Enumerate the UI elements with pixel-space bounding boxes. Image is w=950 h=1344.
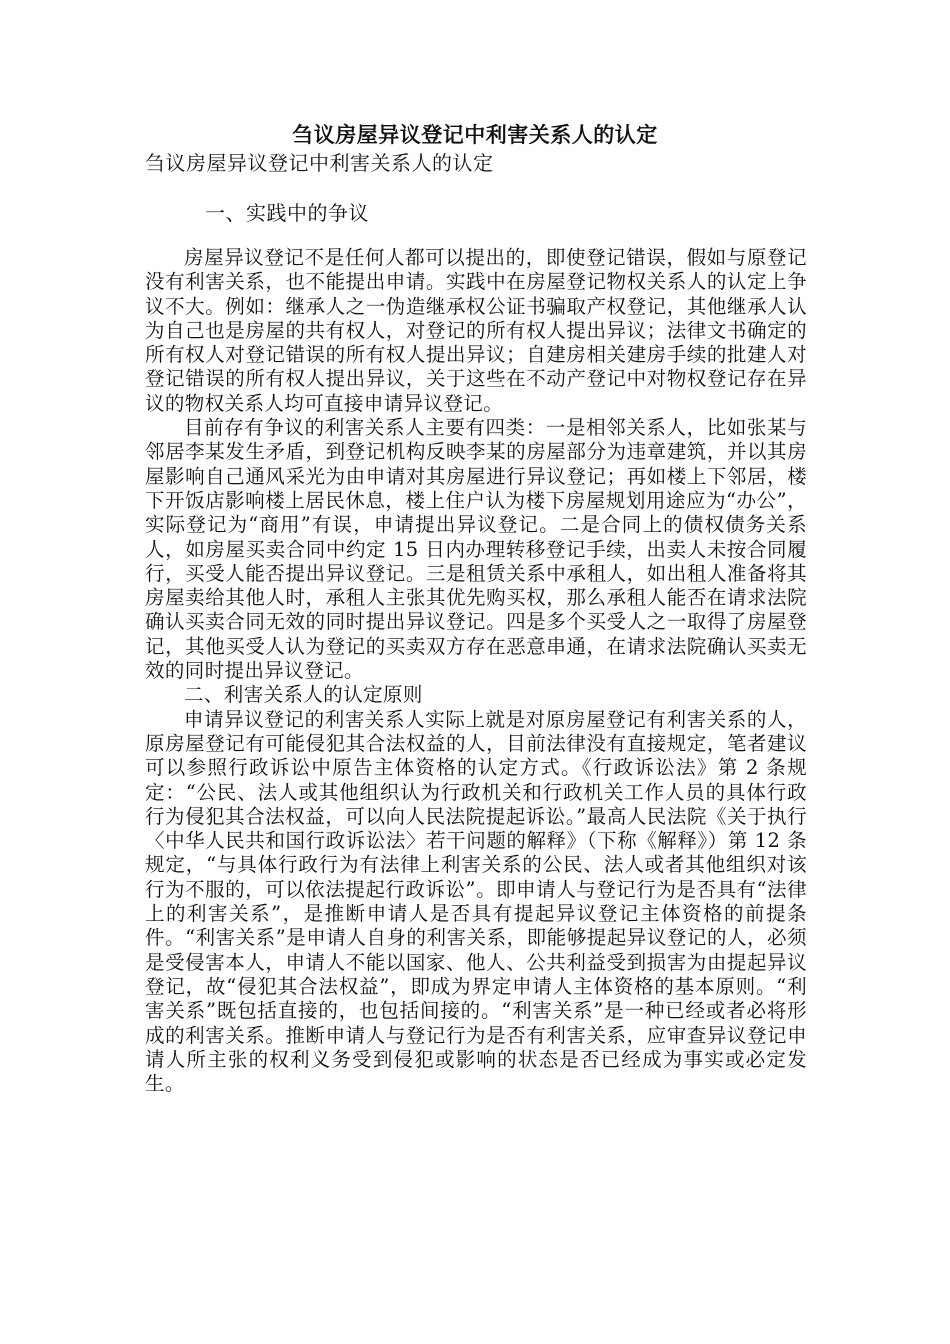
document-body <box>145 246 807 1096</box>
document-title: 刍议房屋异议登记中利害关系人的认定 <box>292 122 658 147</box>
paragraph: 房屋异议登记不是任何人都可以提出的，即使登记错误，假如与原登记没有利害关系，也不能提出申请。实践中在房屋登记物权关系人的认定上争议不大。例如：继承人之一伪造继承权公证书骗取产权登记，其他继承人认为自己也是房屋的共有权人，对登记的所有权人提出异议；法律文书确定的所有权人对登记错误的所有权人提出异议；自建房相关建房手续的批建人对登记错误的所有权人提出异议，关于这些在不动产登记中对物权登记存在异议的物权关系人均可直接申请异议登记。 <box>145 246 807 415</box>
paragraph: 申请异议登记的利害关系人实际上就是对原房屋登记有利害关系的人，原房屋登记有可能侵犯其合法权益的人，目前法律没有直接规定，笔者建议可以参照行政诉讼中原告主体资格的认定方式。《行政诉讼法》第 2 条规定：“公民、法人或其他组织认为行政机关和行政机关工作人员的具体行政行为侵犯其合法权益，可以向人民法院提起诉讼。”最高人民法院《关于执行〈中华人民共和国行政诉讼法〉若干问题的解释》（下称《解释》）第 12 条规定，“与具体行政行为有法律上利害关系的公民、法人或者其他组织对该行为不服的，可以依法提起行政诉讼”。即申请人与登记行为是否具有“法律上的利害关系”，是推断申请人是否具有提起异议登记主体资格的前提条件。“利害关系”是申请人自身的利害关系，即能够提起异议登记的人，必须是受侵害本人，申请人不能以国家、他人、公共利益受到损害为由提起异议登记，故“侵犯其合法权益”，即成为界定申请人主体资格的基本原则。“利害关系”既包括直接的，也包括间接的。“利害关系”是一种已经或者必将形成的利害关系。推断申请人与登记行为是否有利害关系，应审查异议登记申请人所主张的权利义务受到侵犯或影响的状态是否已经成为事实或必定发生。 <box>145 707 807 1096</box>
section-heading-2: 二、利害关系人的认定原则 <box>184 683 423 707</box>
paragraph: 目前存有争议的利害关系人主要有四类：一是相邻关系人，比如张某与邻居李某发生矛盾，到登记机构反映李某的房屋部分为违章建筑，并以其房屋影响自己通风采光为由申请对其房屋进行异议登记；再如楼上下邻居，楼下开饭店影响楼上居民休息，楼上住户认为楼下房屋规划用途应为“办公”，实际登记为“商用”有误，申请提出异议登记。二是合同上的债权债务关系人，如房屋买卖合同中约定 15 日内办理转移登记手续，出卖人未按合同履行，买受人能否提出异议登记。三是租赁关系中承租人，如出租人准备将其房屋卖给其他人时，承租人主张其优先购买权，那么承租人能否在请求法院确认买卖合同无效的同时提出异议登记。四是多个买受人之一取得了房屋登记，其他买受人认为登记的买卖双方存在恶意串通，在请求法院确认买卖无效的同时提出异议登记。 <box>145 416 807 683</box>
document-subtitle: 刍议房屋异议登记中利害关系人的认定 <box>145 151 494 175</box>
section-heading-1: 一、实践中的争议 <box>205 201 369 225</box>
